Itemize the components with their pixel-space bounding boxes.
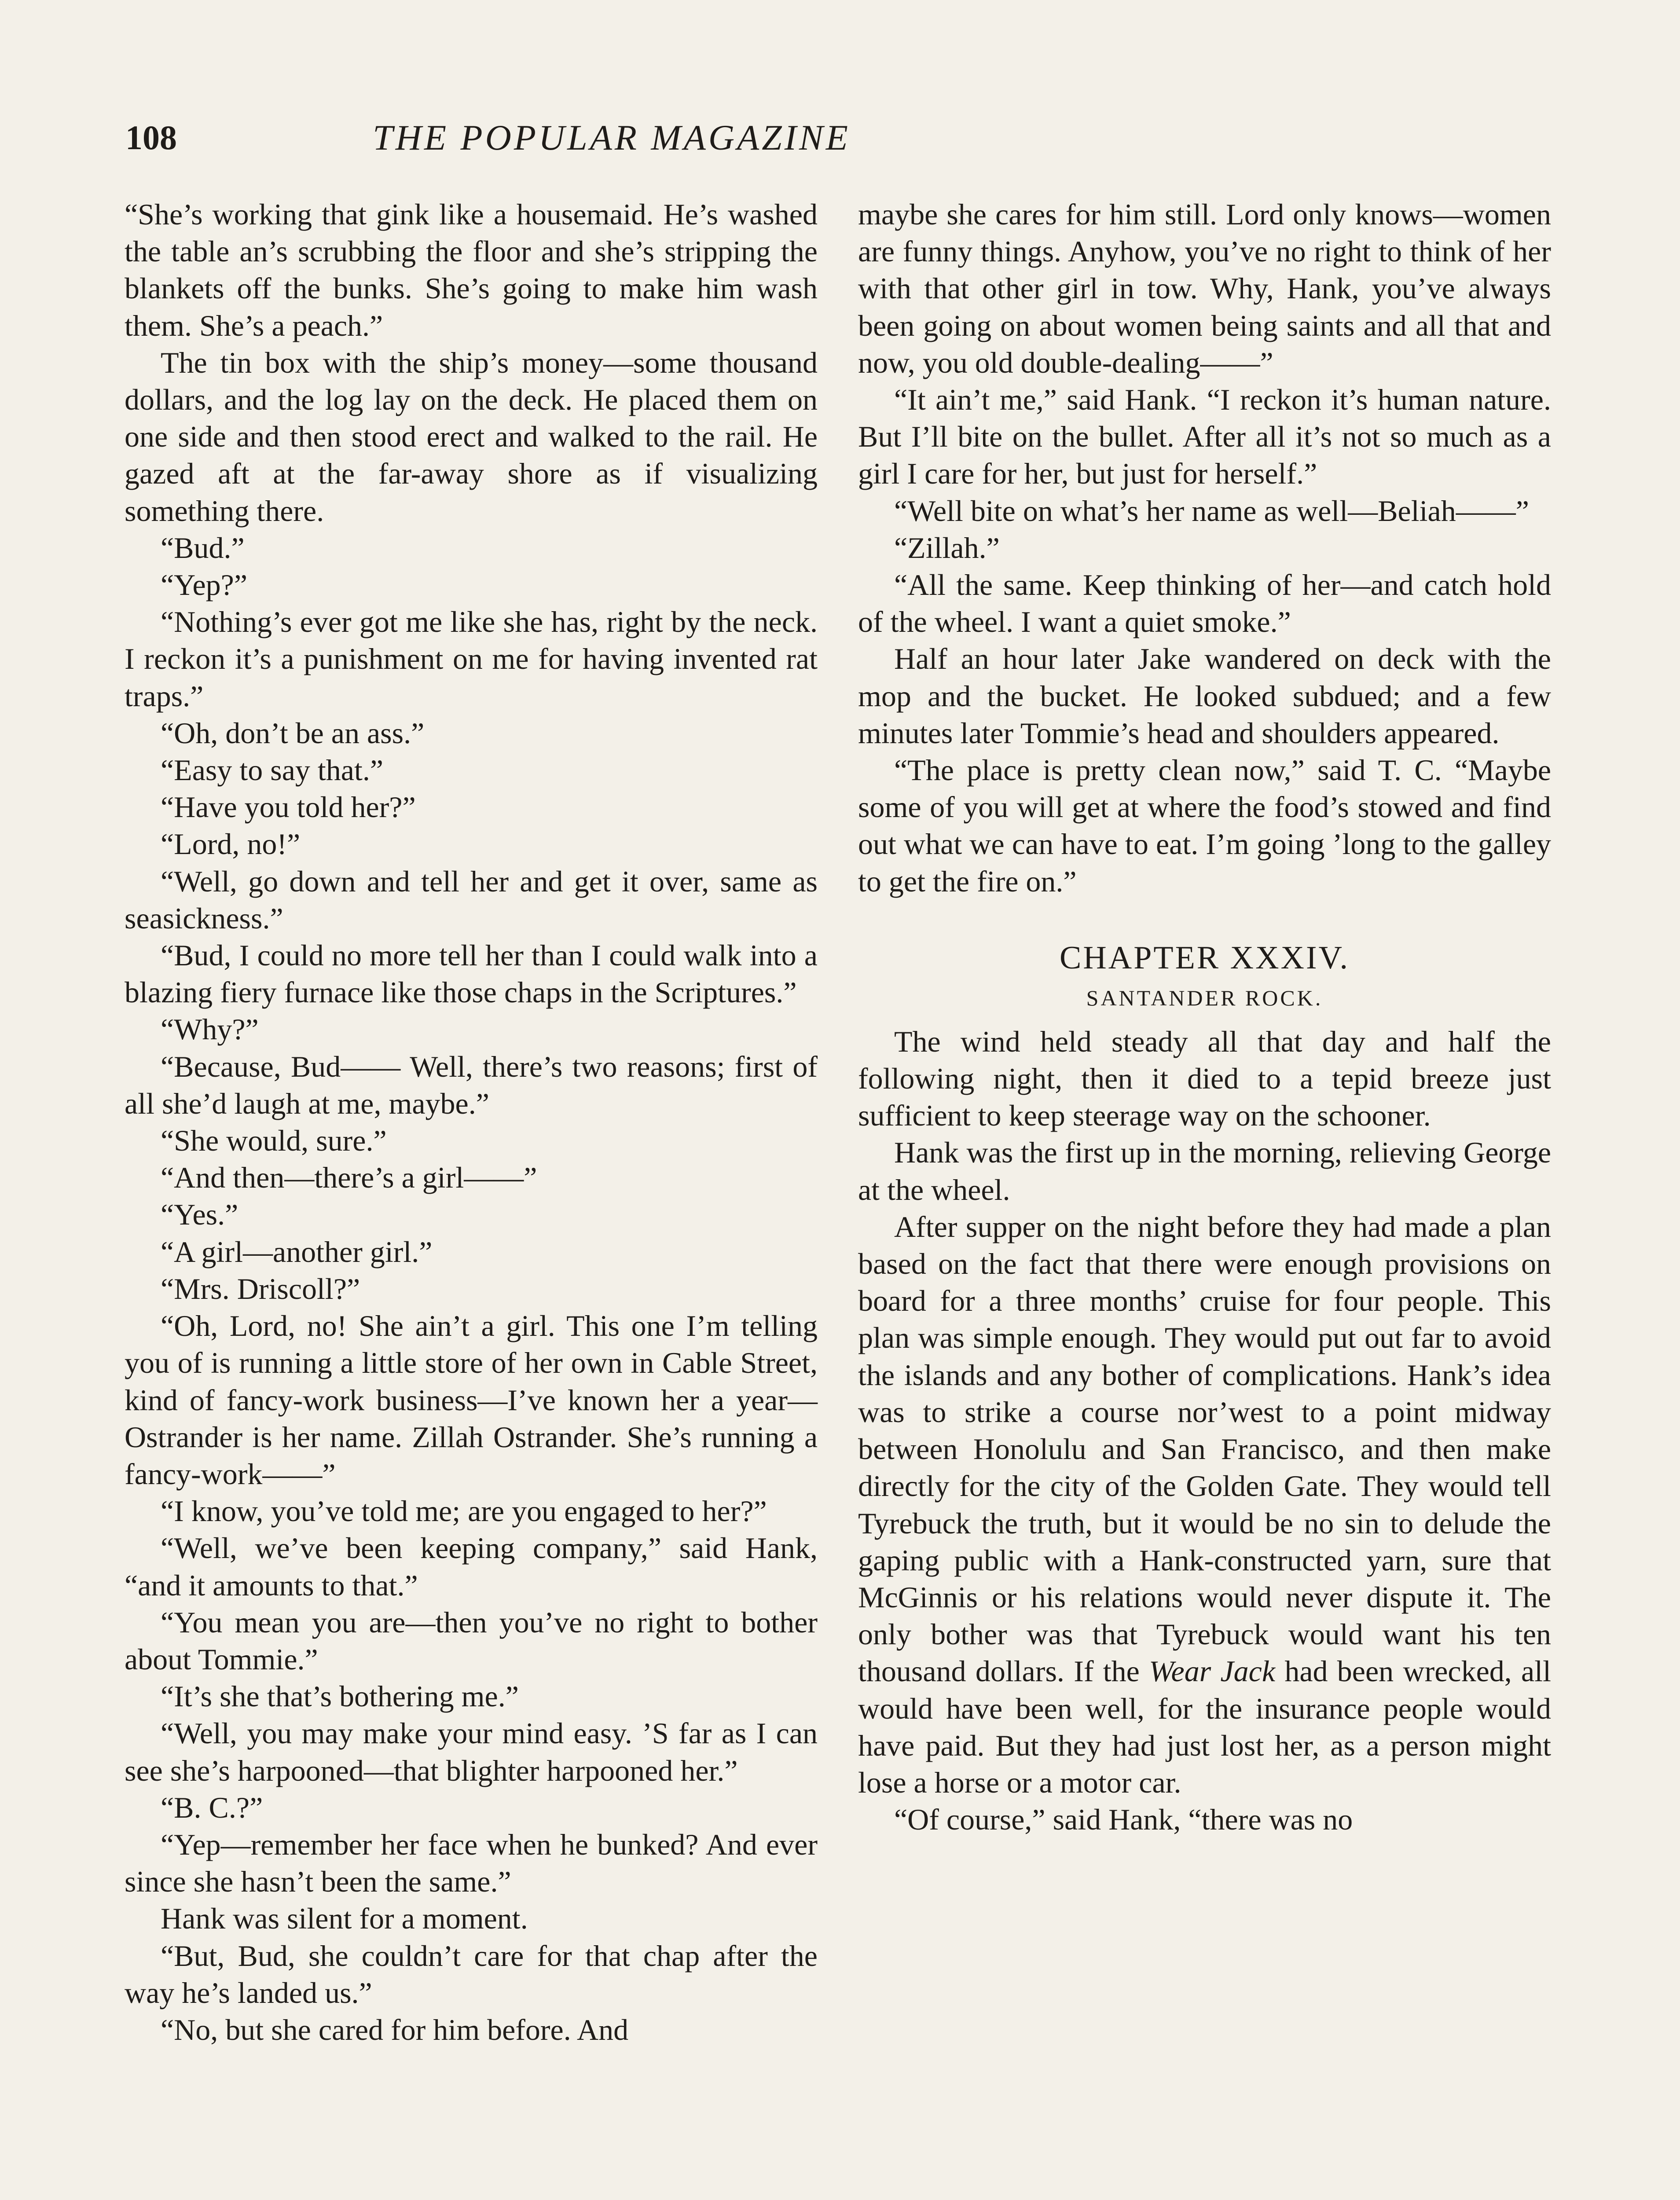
chapter-title: CHAPTER XXXIV. [1059,939,1350,976]
paragraph: “The place is pretty clean now,” said T. C. “Maybe some of you will get at where the food’s stowed and find out what we can have to eat. I’m going ’long to the galley to get the fire on.” [858,753,1551,898]
paragraph: “Why?” [161,1012,259,1046]
paragraph: “Lord, no!” [161,827,301,861]
paragraph: “It ain’t me,” said Hank. “I reckon it’s human nature. But I’ll bite on the bullet. After all it’s not so much as a girl I care for her, but just for herself.” [858,383,1551,491]
paragraph: “Zillah.” [894,531,1000,565]
paragraph: The wind held steady all that day and half the following night, then it died to a tepid breeze just sufficient to keep steerage way on the schooner. [858,1024,1551,1133]
paragraph: “Mrs. Driscoll?” [161,1272,360,1305]
paragraph: “She’s working that gink like a housemaid. He’s washed the table an’s scrubbing the floor and she’s stripping the blankets off the bunks. She’s going to make him wash them. She’s a peach.” [125,198,818,342]
paragraph: “Oh, don’t be an ass.” [161,716,425,750]
paragraph: “Because, Bud—— Well, there’s two reasons; first of all she’d laugh at me, maybe.” [125,1049,818,1120]
running-title: THE POPULAR MAGAZINE [373,117,851,158]
page-header [125,114,1098,162]
paragraph: “No, but she cared for him before. And [161,2013,629,2046]
paragraph: “Of course,” said Hank, “there was no [894,1803,1353,1837]
paragraph: “Have you told her?” [161,790,416,824]
paragraph: “Bud, I could no more tell her than I could walk into a blazing fiery furnace like those chaps in the Scriptures.” [125,939,818,1009]
page-number: 108 [125,118,177,157]
paragraph: “She would, sure.” [161,1124,387,1158]
paragraph: “I know, you’ve told me; are you engaged to her?” [161,1494,767,1528]
paragraph: “Yep?” [161,568,248,602]
paragraph: “Bud.” [161,531,245,565]
paragraph: “And then—there’s a girl——” [161,1161,537,1195]
paragraph: The tin box with the ship’s money—some thousand dollars, and the log lay on the deck. He placed them on one side and then stood erect and walked to the rail. He gazed aft at the far-away shore as if visualizing something there. [125,345,818,528]
paragraph: “It’s she that’s bothering me.” [161,1679,519,1713]
paragraph-continuation: had been wrecked, all would have been well, for the insurance people would have paid. But they had just lost her, as a person might lose a horse or a motor car. [858,1654,1552,1799]
paragraph: “All the same. Keep thinking of her—and catch hold of the wheel. I want a quiet smoke.” [858,568,1551,639]
paragraph: maybe she cares for him still. Lord only knows—women are funny things. Anyhow, you’ve no right to think of her with that other girl in tow. Why, Hank, you’ve always been going on about women being saints and all that and now, you old double-dealing——” [858,198,1551,379]
left-column [125,196,818,2048]
paragraph: “Yep—remember her face when he bunked? And ever since she hasn’t been the same.” [125,1827,818,1899]
paragraph: “You mean you are—then you’ve no right to bother about Tommie.” [125,1605,818,1676]
paragraph: “B. C.?” [161,1790,263,1824]
paragraph: “But, Bud, she couldn’t care for that chap after the way he’s landed us.” [125,1939,818,2009]
right-column [858,196,1551,1838]
paragraph: “Easy to say that.” [161,753,384,787]
chapter-subtitle: SANTANDER ROCK. [1086,985,1323,1010]
paragraph: “Nothing’s ever got me like she has, right by the neck. I reckon it’s a punishment on me for having invented rat traps.” [125,605,818,713]
paragraph: Hank was silent for a moment. [161,1902,528,1936]
paragraph [858,1208,1551,1801]
paragraph: “Yes.” [161,1198,238,1232]
paragraph: “Well bite on what’s her name as well—Beliah——” [894,494,1529,528]
paragraph: “Well, you may make your mind easy. ’S far as I can see she’s harpooned—that blighter harpooned her.” [125,1716,818,1787]
paragraph: “Well, we’ve been keeping company,” said Hank, “and it amounts to that.” [125,1531,818,1602]
paragraph: “Well, go down and tell her and get it over, same as seasickness.” [125,864,818,935]
paragraph: Half an hour later Jake wandered on deck with the mop and the bucket. He looked subdued; and a few minutes later Tommie’s head and shoulders appeared. [858,642,1551,750]
paragraph-text: After supper on the night before they had made a plan based on the fact that there were enough provisions on board for a three months’ cruise for four people. This plan was simple enough. They would put out far to avoid the islands and any bother of complications. Hank’s idea was to strike a course nor’west to a point midway between Honolulu and San Francisco, and then make directly for the city of the Golden Gate. They would tell Tyrebuck the truth, but it would be no sin to delude the gaping public with a Hank-constructed yarn, sure that McGinnis or his relations would never dispute it. The only bother was that Tyrebuck would want his ten thousand dollars. If the [858,1210,1551,1688]
ship-name: Wear Jack [1149,1654,1276,1688]
paragraph: “A girl—another girl.” [161,1235,433,1269]
paragraph: Hank was the first up in the morning, relieving George at the wheel. [858,1136,1551,1206]
paragraph: “Oh, Lord, no! She ain’t a girl. This one I’m telling you of is running a little store of her own in Cable Street, kind of fancy-work business—I’ve known her a year—Ostrander is her name. Zillah Ostrander. She’s running a fancy-work——” [125,1309,818,1491]
